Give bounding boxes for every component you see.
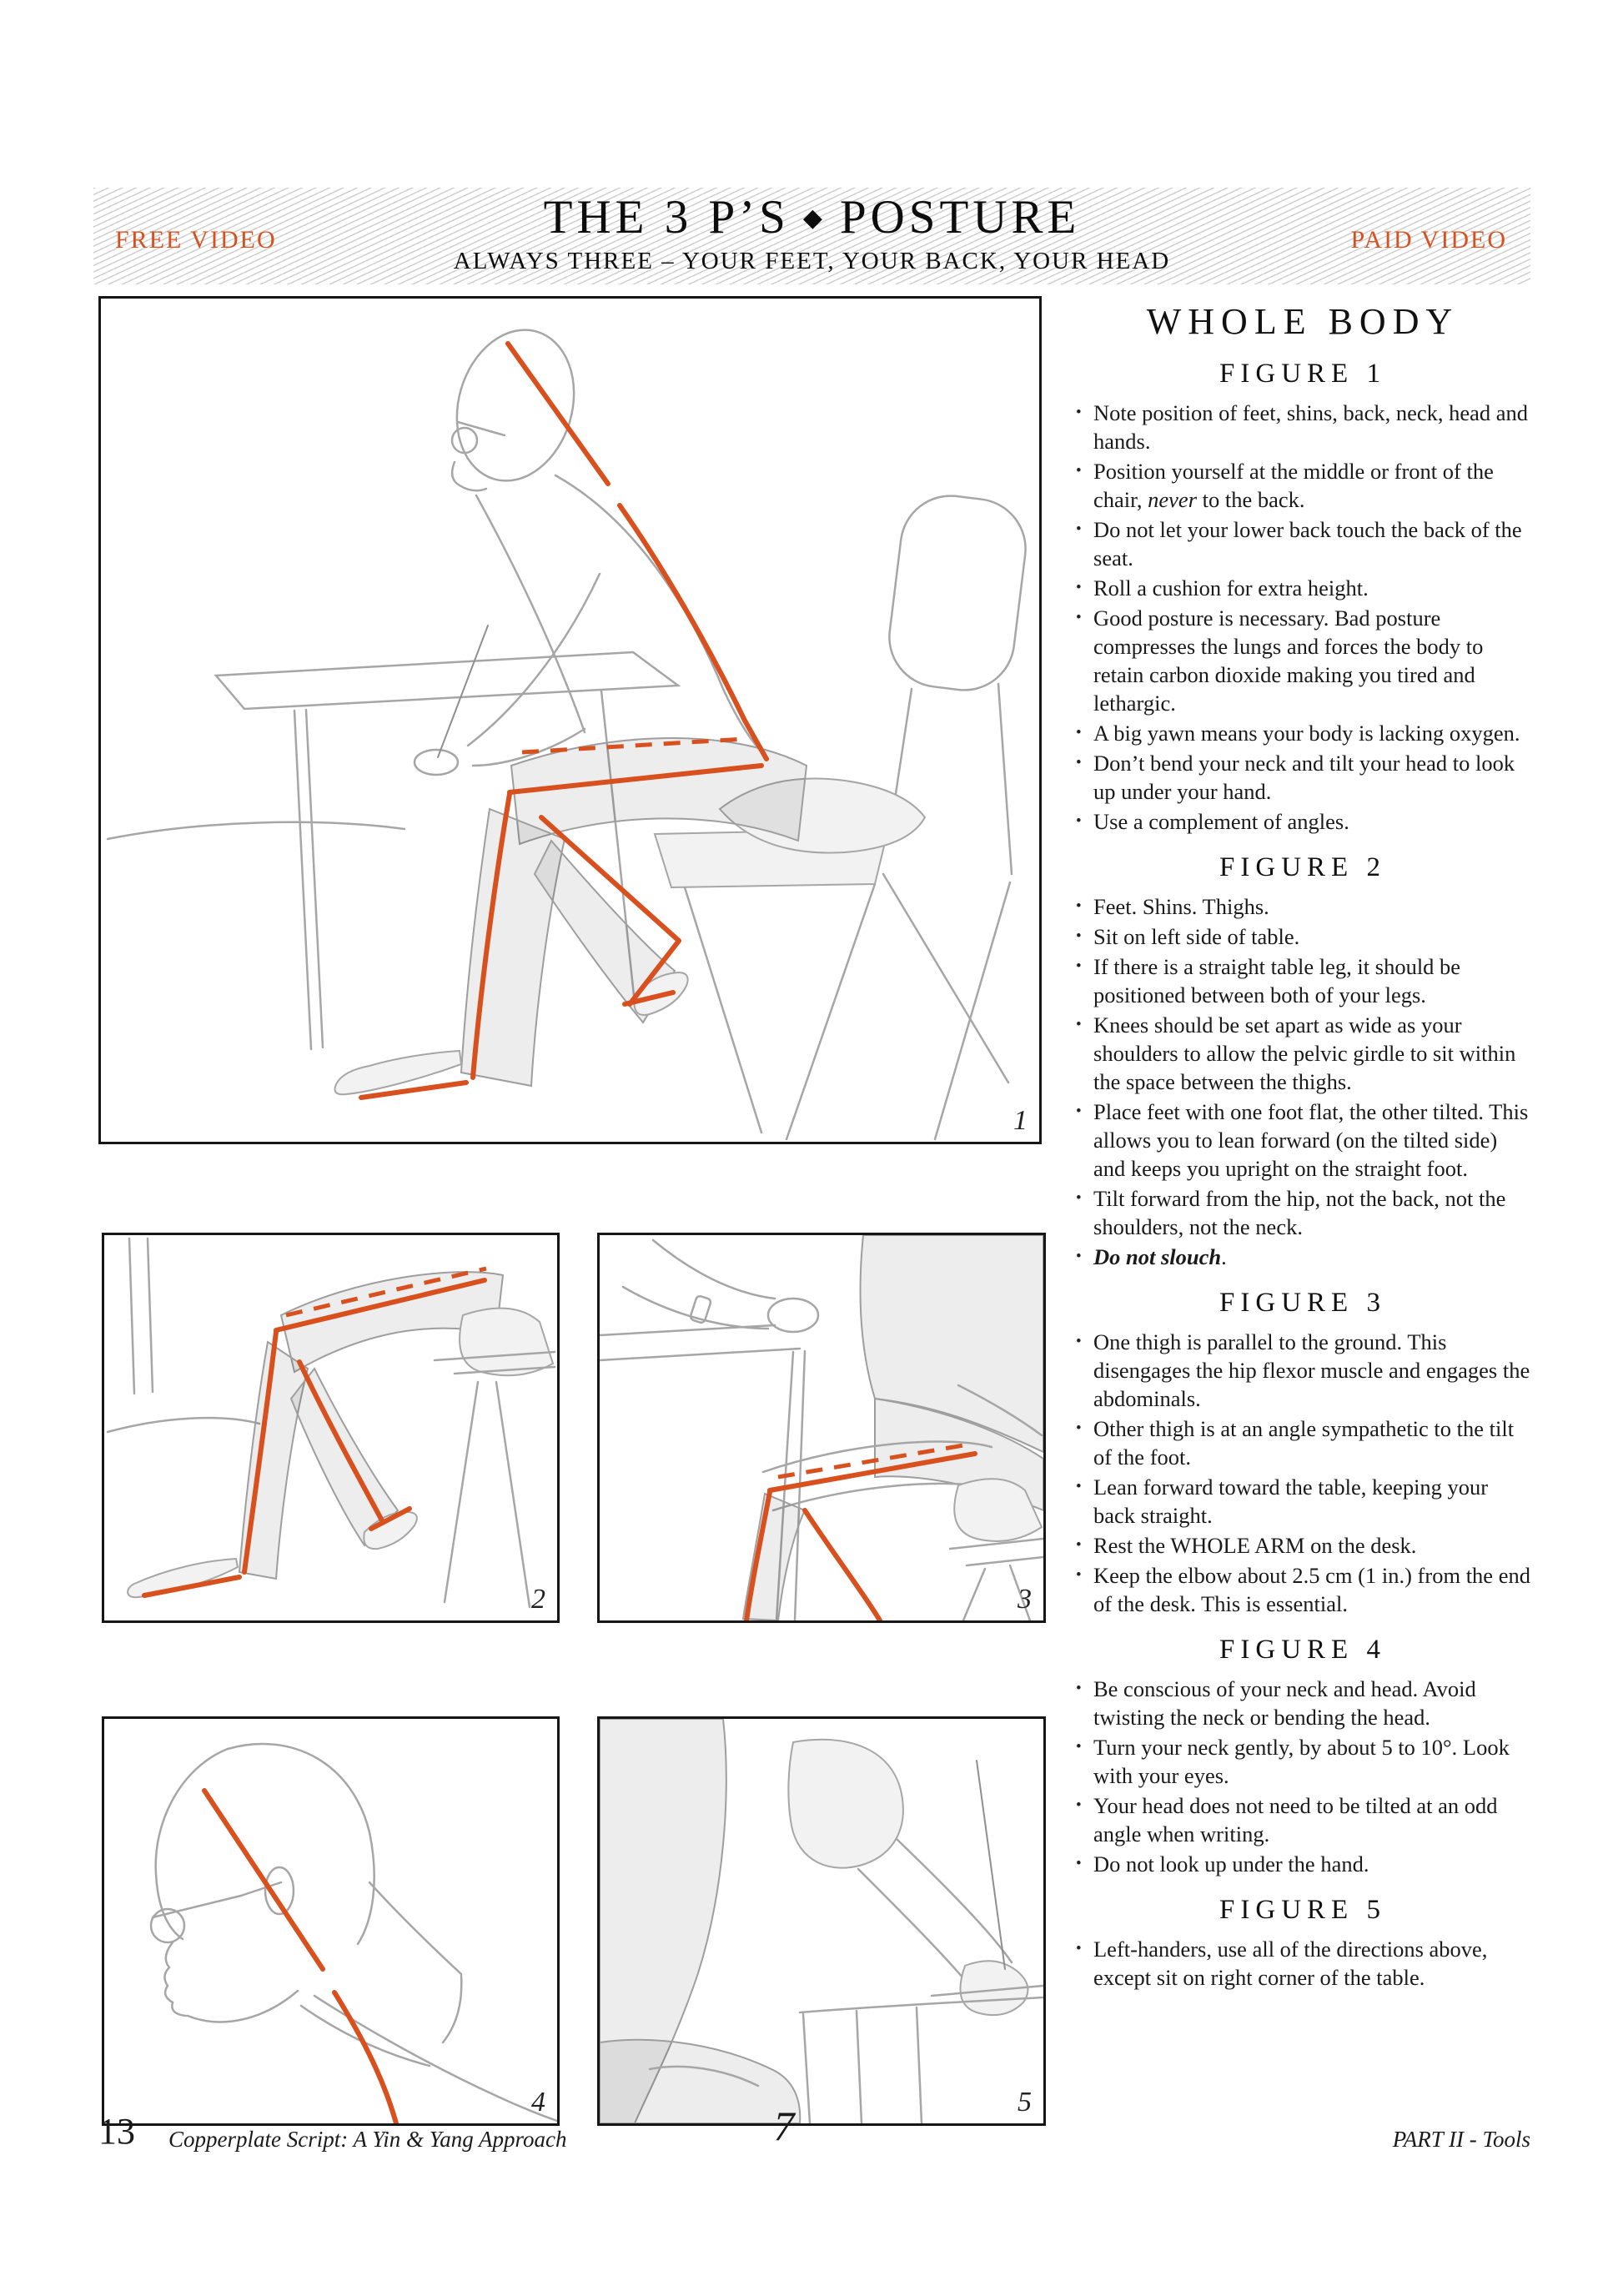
free-video-label: FREE VIDEO [115, 226, 277, 254]
bullet-item: • Be conscious of your neck and head. Avoid twisting the neck or bending the head. [1074, 1675, 1531, 1731]
figure-section-heading: FIGURE 2 [1219, 852, 1386, 882]
page-subtitle: ALWAYS THREE – YOUR FEET, YOUR BACK, YOUR HEAD [453, 248, 1171, 274]
bullet-item: • Sit on left side of table. [1074, 922, 1531, 951]
sketch-head-neck-profile [104, 1719, 557, 2123]
figure-section-heading: FIGURE 1 [1219, 359, 1386, 389]
bullet-item: • Your head does not need to be tilted at an odd angle when writing. [1074, 1791, 1531, 1848]
bullet-item: • Other thigh is at an angle sympathetic to the tilt of the foot. [1074, 1414, 1531, 1471]
column-heading: WHOLE BODY [1146, 301, 1460, 342]
figure-number: 4 [531, 2087, 545, 2118]
figure-section-heading: FIGURE 3 [1219, 1288, 1386, 1318]
bullet-item: • Do not let your lower back touch the back of the seat. [1074, 515, 1531, 572]
figure-4-panel [102, 1716, 560, 2126]
footer-book-title: Copperplate Script: A Yin & Yang Approach [168, 2127, 567, 2152]
bullet-list [1074, 1935, 1531, 1992]
bullet-item: • Tilt forward from the hip, not the back, not the shoulders, not the neck. [1074, 1184, 1531, 1241]
page-title [93, 191, 1530, 245]
diamond-separator-icon: ◆ [802, 204, 827, 232]
sketch-legs-one-foot-flat-one-tilted [104, 1235, 557, 1620]
bullet-item: • Position yourself at the middle or front of the chair, never to the back. [1074, 457, 1531, 514]
figure-number: 1 [1013, 1105, 1028, 1136]
footer-page-number: 13 [98, 2111, 135, 2152]
figure-section-heading: FIGURE 5 [1219, 1895, 1386, 1925]
paid-video-label: PAID VIDEO [1350, 226, 1507, 254]
bullet-item: • Place feet with one foot flat, the other tilted. This allows you to lean forward (on the tilted side) and keeps you upright on the straight foot. [1074, 1098, 1531, 1183]
bullet-item: • One thigh is parallel to the ground. This disengages the hip flexor muscle and engages the abdominals. [1074, 1328, 1531, 1413]
figure-number: 2 [531, 1584, 545, 1615]
bullet-list [1074, 1675, 1531, 1878]
bullet-item: • Left-handers, use all of the directions above, except sit on right corner of the table. [1074, 1935, 1531, 1992]
bullet-item: • Roll a cushion for extra height. [1074, 574, 1531, 602]
page-title-right: POSTURE [839, 191, 1081, 244]
page-title-left: THE 3 P’S [543, 191, 790, 244]
bullet-item: • Good posture is necessary. Bad posture compresses the lungs and forces the body to retain carbon dioxide making you tired and lethargic. [1074, 604, 1531, 717]
figure-1-panel [98, 296, 1042, 1144]
bullet-item: • Do not slouch. [1074, 1243, 1531, 1271]
title-block [93, 191, 1530, 275]
bullet-item: • Knees should be set apart as wide as your shoulders to allow the pelvic girdle to sit within the space between the thighs. [1074, 1011, 1531, 1096]
figure-section-heading: FIGURE 4 [1219, 1635, 1386, 1665]
instructions-column [1074, 302, 1531, 1993]
sketch-man-writing-at-table-side-view [101, 299, 1039, 1142]
bullet-item: • Rest the WHOLE ARM on the desk. [1074, 1531, 1531, 1560]
footer-part-label: PART II - Tools [1392, 2127, 1530, 2152]
figure-2-panel [102, 1233, 560, 1623]
bullet-item: • Note position of feet, shins, back, neck, head and hands. [1074, 399, 1531, 455]
sketch-thighs-and-torso-leaning-forward [600, 1235, 1043, 1620]
figure-5-panel [597, 1716, 1046, 2126]
sketch-arm-resting-on-table-with-pen [600, 1719, 1043, 2123]
header-banner [93, 188, 1530, 284]
figure-number: 5 [1018, 2087, 1032, 2118]
bullet-item: • If there is a straight table leg, it should be positioned between both of your legs. [1074, 952, 1531, 1009]
bullet-item: • A big yawn means your body is lacking oxygen. [1074, 719, 1531, 747]
bullet-list [1074, 399, 1531, 836]
bullet-item: • Don’t bend your neck and tilt your head to look up under your hand. [1074, 749, 1531, 806]
bullet-item: • Lean forward toward the table, keeping your back straight. [1074, 1473, 1531, 1530]
footer-folio-number: 7 [773, 2103, 795, 2149]
bullet-item: • Do not look up under the hand. [1074, 1850, 1531, 1878]
bullet-item: • Use a complement of angles. [1074, 807, 1531, 836]
figure-number: 3 [1018, 1584, 1032, 1615]
bullet-item: • Keep the elbow about 2.5 cm (1 in.) from the end of the desk. This is essential. [1074, 1561, 1531, 1618]
bullet-item: • Feet. Shins. Thighs. [1074, 892, 1531, 921]
bullet-list [1074, 1328, 1531, 1618]
figure-3-panel [597, 1233, 1046, 1623]
bullet-item: • Turn your neck gently, by about 5 to 10°. Look with your eyes. [1074, 1733, 1531, 1790]
figure-sections [1074, 359, 1531, 1992]
bullet-list [1074, 892, 1531, 1271]
